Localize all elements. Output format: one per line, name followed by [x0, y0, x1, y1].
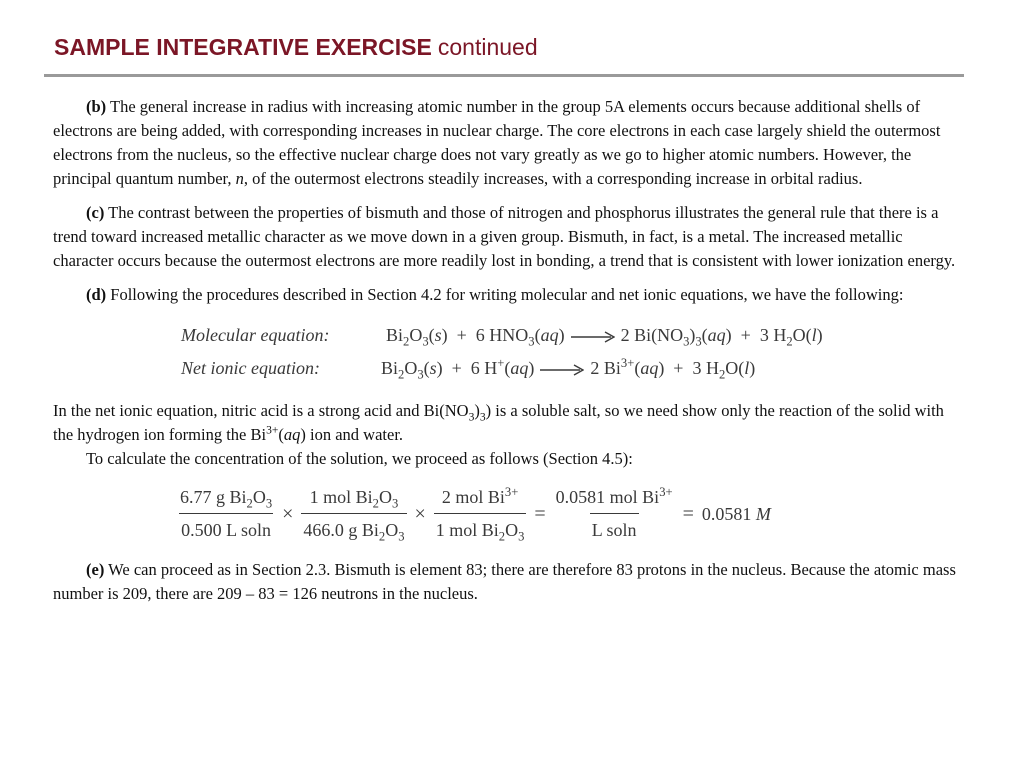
- slide-title: [54, 32, 538, 62]
- fraction-2-numerator: 1 mol Bi: [309, 487, 373, 507]
- net-ionic-equation: [181, 352, 958, 385]
- equals-icon: =: [682, 502, 694, 525]
- paragraph-calc-intro: [53, 447, 958, 471]
- fraction-4-denominator: L soln: [590, 513, 639, 542]
- times-icon: ×: [414, 502, 426, 525]
- fraction-1-denominator: 0.500 L soln: [179, 513, 273, 542]
- equations-block: [181, 319, 958, 385]
- text-e: We can proceed as in Section 2.3. Bismuth is element 83; there are therefore 83 protons in the nucleus. Because the atomic mass number is 209, there are 209 – 83 = 126 neutrons in the nucleus.: [53, 560, 956, 603]
- paragraph-d: [53, 283, 958, 307]
- molecular-equation-formula: $Bi_2O_3(s) + 6$ $HNO_3(aq)$ 2 $Bi(NO_3)_3(aq) + 3$ $H_2O(l)$: [386, 319, 823, 352]
- fraction-1: $\frac{6.77 g Bi_2O_3}{\text{0.500 L soln}}$: [180, 487, 273, 540]
- label-c: (c): [86, 203, 105, 222]
- equals-icon: =: [534, 502, 546, 525]
- fraction-3-numerator: 2 mol Bi: [441, 487, 505, 507]
- paragraph-b: [53, 95, 958, 191]
- fraction-3-denominator: 1 mol Bi: [435, 520, 499, 540]
- reaction-arrow-icon: [540, 352, 584, 385]
- fraction-4: $\frac{0.0581 mol Bi^{3+}}{\text{L soln}}$: [555, 485, 673, 540]
- title-continued: continued: [437, 34, 538, 60]
- paragraph-c: [53, 201, 958, 273]
- fraction-1-numerator: 6.77 g Bi: [180, 487, 247, 507]
- text-b-1: The general increase in radius with increasing atomic number in the group 5A elements occurs because additional shells of electrons are being added, with corresponding increases in nuclear charge. The core electrons in each case largely shield the outermost electrons from the nucleus, so the effective nuclear charge does not vary greatly as we go to higher atomic numbers. However, the principal quantum number,: [53, 97, 941, 188]
- times-icon: ×: [282, 502, 294, 525]
- text-b-2: , of the outermost electrons steadily increases, with a corresponding increase in orbital radius.: [243, 169, 863, 188]
- reaction-arrow-icon: [571, 319, 615, 352]
- calc-unit: M: [755, 503, 771, 524]
- title-bold: SAMPLE INTEGRATIVE EXERCISE: [54, 34, 432, 60]
- text-d-aq: aq: [283, 425, 301, 444]
- net-ionic-equation-formula: $Bi_2O_3(s) + 6$ H+(aq) 2 $Bi^{3+}(aq) + 3$ $H_2O(l)$: [381, 352, 755, 385]
- text-d: Following the procedures described in Section 4.2 for writing molecular and net ionic equations, we have the following:: [110, 285, 904, 304]
- text-d-after-3: ) ion and water.: [300, 425, 404, 444]
- var-n: n: [235, 169, 244, 188]
- title-divider: [44, 74, 964, 77]
- text-calc-intro: To calculate the concentration of the solution, we proceed as follows (Section 4.5):: [86, 449, 633, 468]
- text-d-after-2: ) is a soluble salt, so we need show only the reaction of the solid with the hydrogen ion forming the Bi: [53, 401, 944, 444]
- molecular-equation-label: Molecular equation:: [181, 325, 330, 345]
- text-d-after-1: In the net ionic equation, nitric acid is a strong acid and Bi(NO: [53, 401, 469, 420]
- fraction-2-denominator: 466.0 g Bi: [303, 520, 379, 540]
- text-c: The contrast between the properties of bismuth and those of nitrogen and phosphorus illustrates the general rule that there is a trend toward increased metallic character as we move down in a given group. Bismuth, in fact, is a metal. The increased metallic character occurs because the outermost electrons are more readily lost in bonding, a trend that is consistent with lower ionization energy.: [53, 203, 956, 270]
- label-e: (e): [86, 560, 105, 579]
- calc-result: 0.0581: [701, 503, 752, 524]
- label-b: (b): [86, 97, 107, 116]
- molecular-equation: [181, 319, 958, 352]
- slide-body: [53, 95, 958, 616]
- paragraph-d-after: In the net ionic equation, nitric acid is a strong acid and $Bi(NO_3)_3$) is a soluble salt, so we need show only the reaction of the solid with the hydrogen ion forming the $Bi^{3+}(aq)$ ion and water.: [53, 401, 944, 444]
- fraction-4-numerator: 0.0581 mol Bi: [555, 487, 660, 507]
- net-ionic-equation-label: Net ionic equation:: [181, 358, 320, 378]
- paragraph-e: [53, 558, 958, 606]
- fraction-2: $\frac{1 mol Bi_2O_3}{466.0 g Bi_2O_3}$: [303, 487, 405, 544]
- concentration-calculation: [178, 485, 958, 542]
- fraction-3: $\frac{2 mol Bi^{3+}}{1 mol Bi_2O_3}$: [435, 485, 525, 544]
- label-d: (d): [86, 285, 107, 304]
